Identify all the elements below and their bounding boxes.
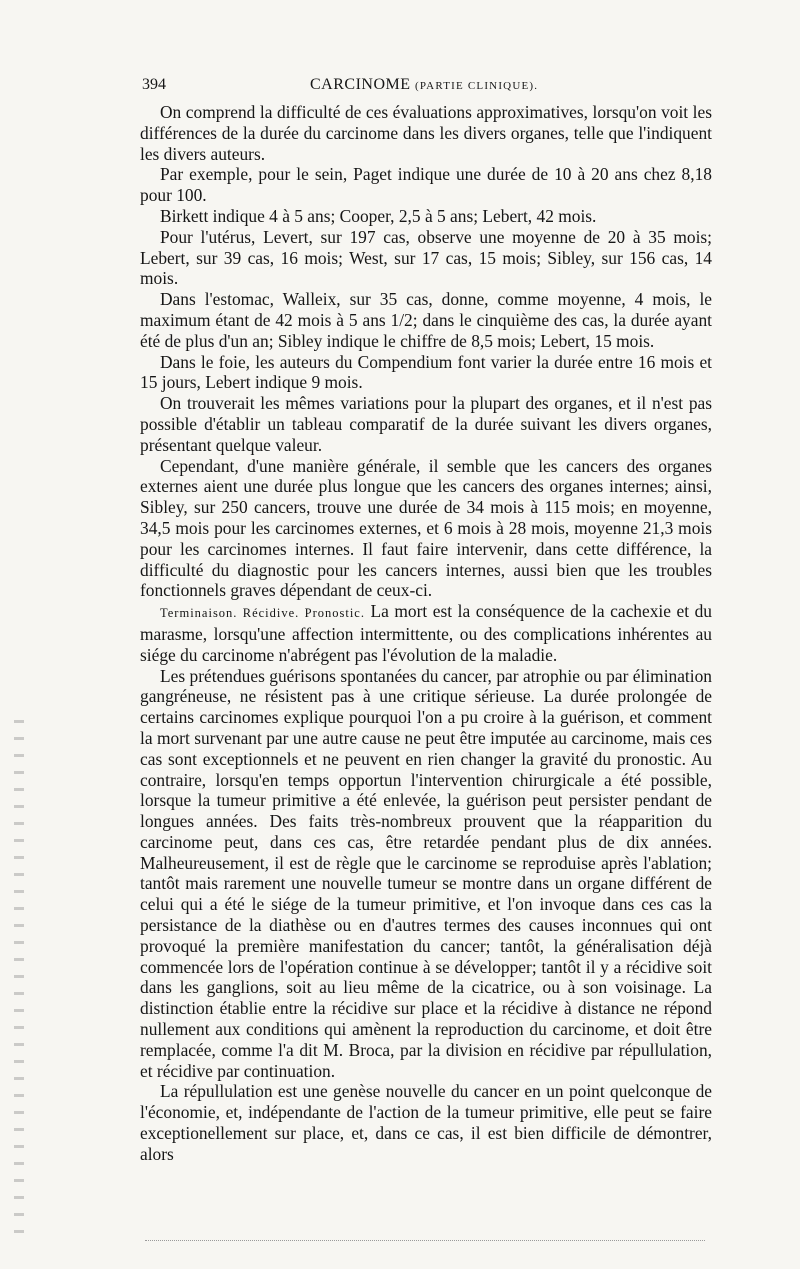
running-head — [142, 76, 712, 102]
chapter-title: CARCINOME — [310, 76, 411, 93]
paragraph: On trouverait les mêmes variations pour la plupart des organes, et il n'est pas possible d'établir un tableau comparatif de la durée suivant les divers organes, présentant quelque valeur. — [140, 393, 712, 455]
bottom-rule — [145, 1240, 705, 1241]
paragraph: Cependant, d'une manière générale, il semble que les cancers des organes externes aient une durée plus longue que les cancers des organes internes; ainsi, Sibley, sur 250 cancers, trouve une durée de 34 mois à 115 mois; en moyenne, 34,5 mois pour les carcinomes externes, et 6 mois à 28 mois, moyenne 21,3 mois pour les carcinomes internes. Il faut faire intervenir, dans cette différence, la difficulté du diagnostic pour les cancers internes, aussi bien que les troubles fonctionnels graves dépendant de ceux-ci. — [140, 455, 712, 601]
paragraph: Les prétendues guérisons spontanées du cancer, par atrophie ou par élimination gangréneuse, ne résistent pas à une critique sérieuse. La durée prolongée de certains carcinomes explique pourquoi l'on a pu croire à la guérison, et comment la mort survenant par une autre cause ne peut être imputée au carcinome, mais ces cas sont exceptionnels et ne peuvent en rien changer la gravité du pronostic. Au contraire, lorsqu'en temps opportun l'intervention chirurgicale a été possible, lorsque la tumeur primitive a été enlevée, la guérison peut persister pendant de longues années. Des faits très-nombreux prouvent que la réapparition du carcinome peut, dans ces cas, être retardée pendant plus de dix années. Malheureusement, il est de règle que le carcinome se reproduise après l'ablation; tantôt mais rarement une nouvelle tumeur se montre dans un organe différent de celui qui a été le siége de la tumeur primitive, et l'on invoque dans ces cas la persistance de la diathèse ou en d'autres termes des causes inconnues qui ont provoqué la première manifestation du cancer; tantôt, la généralisation déjà commencée lors de l'opération continue à se développer; tantôt il y a récidive soit dans les ganglions, soit au lieu même de la cicatrice, ou à son voisinage. La distinction établie entre la récidive sur place et la récidive à distance ne répond nullement aux conditions qui amènent la reproduction du carcinome, et doit être remplacée, comme l'a dit M. Broca, par la division en récidive par répullulation, et récidive par continuation. — [140, 665, 712, 1081]
section-heading: Terminaison. Récidive. Pronostic. — [160, 606, 365, 621]
page-number: 394 — [142, 76, 166, 93]
running-title — [310, 76, 538, 94]
paragraph: On comprend la difficulté de ces évaluations approximatives, lorsqu'on voit les différences de la durée du carcinome dans les divers organes, telle que l'indiquent les divers auteurs. — [140, 102, 712, 164]
termination-text: La mort est la conséquence de la cachexie et du marasme, lorsqu'une affection intermittente, ou des complications inhérentes au siége du carcinome n'abrégent pas l'évolution de la maladie. — [140, 601, 712, 665]
chapter-subtitle: (PARTIE CLINIQUE). — [415, 80, 539, 92]
termination-paragraph — [140, 601, 712, 665]
paragraph: Dans le foie, les auteurs du Compendium font varier la durée entre 16 mois et 15 jours, Lebert indique 9 mois. — [140, 351, 712, 393]
paragraph: Dans l'estomac, Walleix, sur 35 cas, donne, comme moyenne, 4 mois, le maximum étant de 42 mois à 5 ans 1/2; dans le cinquième des cas, la durée ayant été de plus d'un an; Sibley indique le chiffre de 8,5 mois; Lebert, 15 mois. — [140, 289, 712, 351]
paragraph: Birkett indique 4 à 5 ans; Cooper, 2,5 à 5 ans; Lebert, 42 mois. — [160, 205, 597, 226]
paragraph: Par exemple, pour le sein, Paget indique une durée de 10 à 20 ans chez 8,18 pour 100. — [140, 164, 712, 206]
paragraph: Pour l'utérus, Levert, sur 197 cas, observe une moyenne de 20 à 35 mois; Lebert, sur 39 cas, 16 mois; West, sur 17 cas, 15 mois; Sibley, sur 156 cas, 14 mois. — [140, 226, 712, 289]
body-text — [140, 102, 712, 1165]
margin-scan-marks — [14, 720, 24, 1240]
paragraph: La répullulation est une genèse nouvelle du cancer en un point quelconque de l'économie, et, indépendante de l'action de la tumeur primitive, elle peut se faire exceptionellement sur place, et, dans ce cas, il est bien difficile de démontrer, alors — [140, 1081, 712, 1164]
